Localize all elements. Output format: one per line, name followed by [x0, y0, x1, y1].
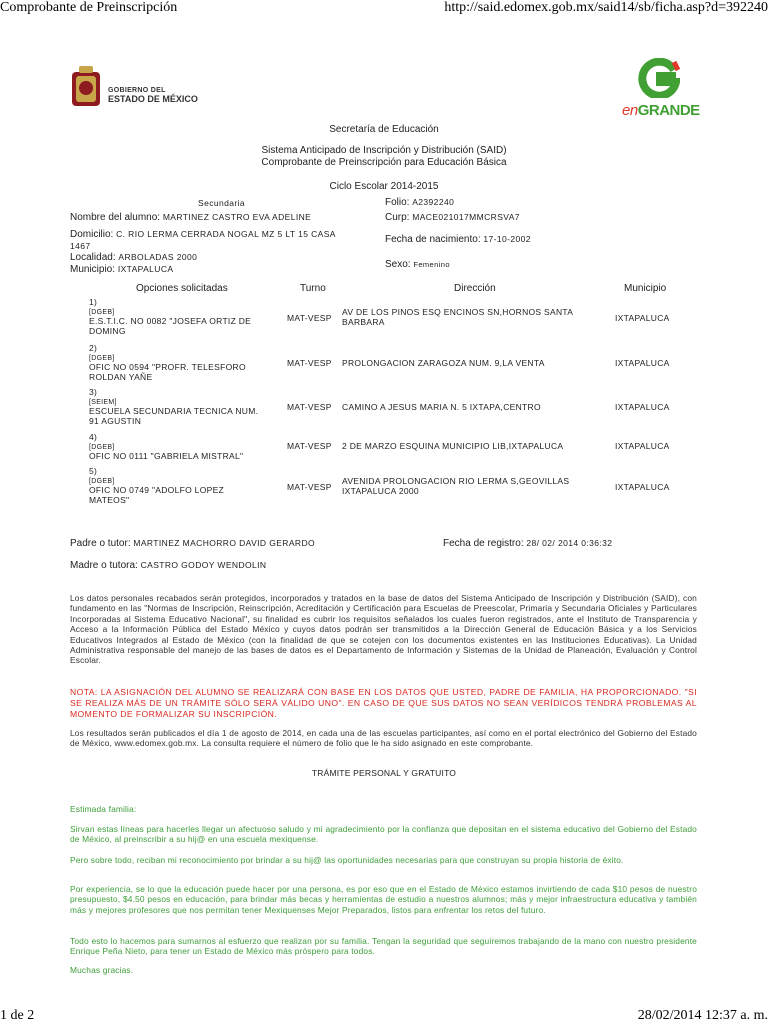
col-header-municipio: Municipio	[624, 283, 667, 294]
letter-closing: Muchas gracias.	[70, 965, 134, 975]
student-name-value: MARTINEZ CASTRO EVA ADELINE	[162, 212, 312, 222]
table-row: 5) [DGEB] OFIC NO 0749 "ADOLFO LOPEZ MATEOS"	[89, 466, 225, 505]
row-municipio: IXTAPALUCA	[615, 482, 670, 492]
letter-greeting: Estimada familia:	[70, 804, 137, 814]
domicilio-field: Domicilio: C. RIO LERMA CERRADA NOGAL MZ 5 LT 15 CASA	[70, 229, 336, 240]
logo-en: en	[622, 102, 638, 119]
tramite-label: TRÁMITE PERSONAL Y GRATUITO	[311, 768, 457, 778]
registro-field: Fecha de registro: 28/ 02/ 2014 0:36:32	[443, 538, 613, 549]
madre-field: Madre o tutora: CASTRO GODOY WENDOLIN	[70, 560, 267, 571]
ciclo-heading: Ciclo Escolar 2014-2015	[329, 181, 439, 192]
sexo-field: Sexo: Femenino	[385, 259, 450, 270]
folio-field: Folio: A2392240	[385, 197, 455, 208]
padre-value: MARTINEZ MACHORRO DAVID GERARDO	[133, 538, 315, 548]
row-municipio: IXTAPALUCA	[615, 402, 670, 412]
print-footer-page: 1 de 2	[0, 1008, 35, 1023]
table-row: 1) [DGEB] E.S.T.I.C. NO 0082 "JOSEFA ORTIZ DE DOMING	[89, 297, 252, 336]
col-header-opciones: Opciones solicitadas	[136, 283, 228, 294]
row-turno: MAT-VESP	[287, 482, 332, 492]
g-letter-icon	[638, 58, 680, 98]
birthdate-value: 17-10-2002	[483, 234, 531, 244]
curp-value: MACE021017MMCRSVA7	[412, 212, 520, 222]
student-name-field: Nombre del alumno: MARTINEZ CASTRO EVA ADELINE	[70, 212, 312, 223]
state-seal-icon	[70, 66, 102, 108]
curp-field: Curp: MACE021017MMCRSVA7	[385, 212, 520, 223]
row-turno: MAT-VESP	[287, 358, 332, 368]
privacy-notice: Los datos personales recabados serán protegidos, incorporados y tratados en la base de datos del Sistema Anticipado de Inscripción y Distribución (SAID), con fundamento en las "Normas de Inscripción, Reinscripción, Acreditación y Certificación para Escuelas de Preescolar, Primaria y Secundaria Oficiales y Particulares Incorporadas al Sistema Educativo Nacional", su finalidad es cubrir los requisitos señalados los cuales fueron registrados, ante el Instituto de Transparencia y Acceso a la Información Pública del Estado México y cuyos datos podrán ser transmitidos a la Dirección General de Educación Básica y a los Servicios Educativos Integrados al Estado de México (con la finalidad de que se cotejen con los documentos existentes en las Instituciones Educativas). La Unidad Administrativa responsable del manejo de las bases de datos es el Departamento de Información y Sistemas de la Unidad de Planeación, Evaluación y Control Escolar.	[70, 593, 697, 666]
logo-line1: GOBIERNO DEL	[108, 87, 166, 94]
print-header-title: Comprobante de Preinscripción	[0, 0, 178, 15]
row-turno: MAT-VESP	[287, 313, 332, 323]
col-header-direccion: Dirección	[454, 283, 496, 294]
nota-warning: NOTA: LA ASIGNACIÓN DEL ALUMNO SE REALIZARÁ CON BASE EN LOS DATOS QUE USTED, PADRE DE FAMILIA, HA PROPORCIONADO. "SI SE REALIZA MÁS DE UN TRÁMITE SÓLO SERÁ VÁLIDO UNO". EN CASO DE QUE SUS DATOS NO SEAN VERÍDICOS TENDRÁ PROBLEMAS AL MOMENTO DE FORMALIZAR SU INSCRIPCIÓN.	[70, 687, 697, 719]
row-municipio: IXTAPALUCA	[615, 313, 670, 323]
birthdate-field: Fecha de nacimiento: 17-10-2002	[385, 234, 531, 245]
engrande-logo	[614, 58, 704, 120]
system-heading: Sistema Anticipado de Inscripción y Distribución (SAID)	[261, 145, 507, 156]
secretaria-heading: Secretaría de Educación	[329, 124, 439, 135]
localidad-value: ARBOLADAS 2000	[118, 252, 198, 262]
domicilio-value: C. RIO LERMA CERRADA NOGAL MZ 5 LT 15 CASA	[116, 229, 336, 239]
print-header-url: http://said.edomex.gob.mx/said14/sb/ficha.asp?d=392240	[444, 0, 768, 15]
madre-value: CASTRO GODOY WENDOLIN	[140, 560, 267, 570]
letter-paragraph-3: Por experiencia, se lo que la educación puede hacer por una persona, es por eso que en el Estado de México estamos invirtiendo de cada $10 pesos de nuestro presupuesto, $4.50 pesos en educación, para brindar más becas y herramientas de estudio a nuestros alumnos; más y mejor infraestructura educativa y también más y mejores profesores que nos permitan tener Mexiquenses Mejor Preparados, listos para enfrentar los retos del futuro.	[70, 884, 697, 915]
comprobante-heading: Comprobante de Preinscripción para Educación Básica	[261, 157, 507, 168]
row-turno: MAT-VESP	[287, 441, 332, 451]
print-footer-datetime: 28/02/2014 12:37 a. m.	[637, 1008, 768, 1023]
row-direccion: CAMINO A JESUS MARIA N. 5 IXTAPA,CENTRO	[342, 402, 541, 412]
domicilio-value-line2: 1467	[70, 241, 91, 251]
letter-paragraph-2: Pero sobre todo, reciban mi reconocimiento por brindar a su hij@ las oportunidades necesarias para que construyan su propia historia de éxito.	[70, 855, 624, 865]
resultados-notice: Los resultados serán publicados el día 1 de agosto de 2014, en cada una de las escuelas participantes, así como en el portal electrónico del Gobierno del Estado de México, www.edomex.gob.mx. La consulta requiere el número de folio que le ha sido asignado en este comprobante.	[70, 728, 697, 749]
table-row: 3) [SEIEM] ESCUELA SECUNDARIA TECNICA NUM. 91 AGUSTIN	[89, 387, 259, 426]
row-direccion: AVENIDA PROLONGACION RIO LERMA S,GEOVILLAS IXTAPALUCA 2000	[342, 476, 570, 496]
localidad-field: Localidad: ARBOLADAS 2000	[70, 252, 198, 263]
sexo-value: Femenino	[413, 260, 450, 269]
level-label: Secundaria	[198, 198, 246, 208]
table-row: 2) [DGEB] OFIC NO 0594 "PROFR. TELESFORO ROLDAN YAÑE	[89, 343, 246, 382]
row-direccion: PROLONGACION ZARAGOZA NUM. 9,LA VENTA	[342, 358, 545, 368]
gobierno-logo	[70, 66, 210, 110]
municipio-value: IXTAPALUCA	[117, 264, 174, 274]
row-turno: MAT-VESP	[287, 402, 332, 412]
logo-line2: ESTADO DE MÉXICO	[108, 94, 198, 104]
logo-grande: GRANDE	[637, 102, 700, 119]
row-municipio: IXTAPALUCA	[615, 441, 670, 451]
row-direccion: AV DE LOS PINOS ESQ ENCINOS SN,HORNOS SANTA BARBARA	[342, 307, 574, 327]
col-header-turno: Turno	[300, 283, 326, 294]
letter-paragraph-4: Todo esto lo hacemos para sumarnos al esfuerzo que realizan por su familia. Tengan la seguridad que seguiremos trabajando de la mano con nuestro presidente Enrique Peña Nieto, para tener un Estado de México más próspero para todos.	[70, 936, 697, 957]
row-direccion: 2 DE MARZO ESQUINA MUNICIPIO LIB,IXTAPALUCA	[342, 441, 564, 451]
letter-paragraph-1: Sirvan estas líneas para hacerles llegar un afectuoso saludo y mi agradecimiento por la confianza que depositan en el sistema educativo del Gobierno del Estado de México, al preinscribir a su hij@ en una escuela mexiquense.	[70, 824, 697, 845]
table-row: 4) [DGEB] OFIC NO 0111 "GABRIELA MISTRAL"	[89, 432, 244, 461]
row-municipio: IXTAPALUCA	[615, 358, 670, 368]
padre-field: Padre o tutor: MARTINEZ MACHORRO DAVID GERARDO	[70, 538, 315, 549]
municipio-field: Municipio: IXTAPALUCA	[70, 264, 174, 275]
folio-value: A2392240	[412, 197, 455, 207]
registro-value: 28/ 02/ 2014 0:36:32	[526, 538, 613, 548]
